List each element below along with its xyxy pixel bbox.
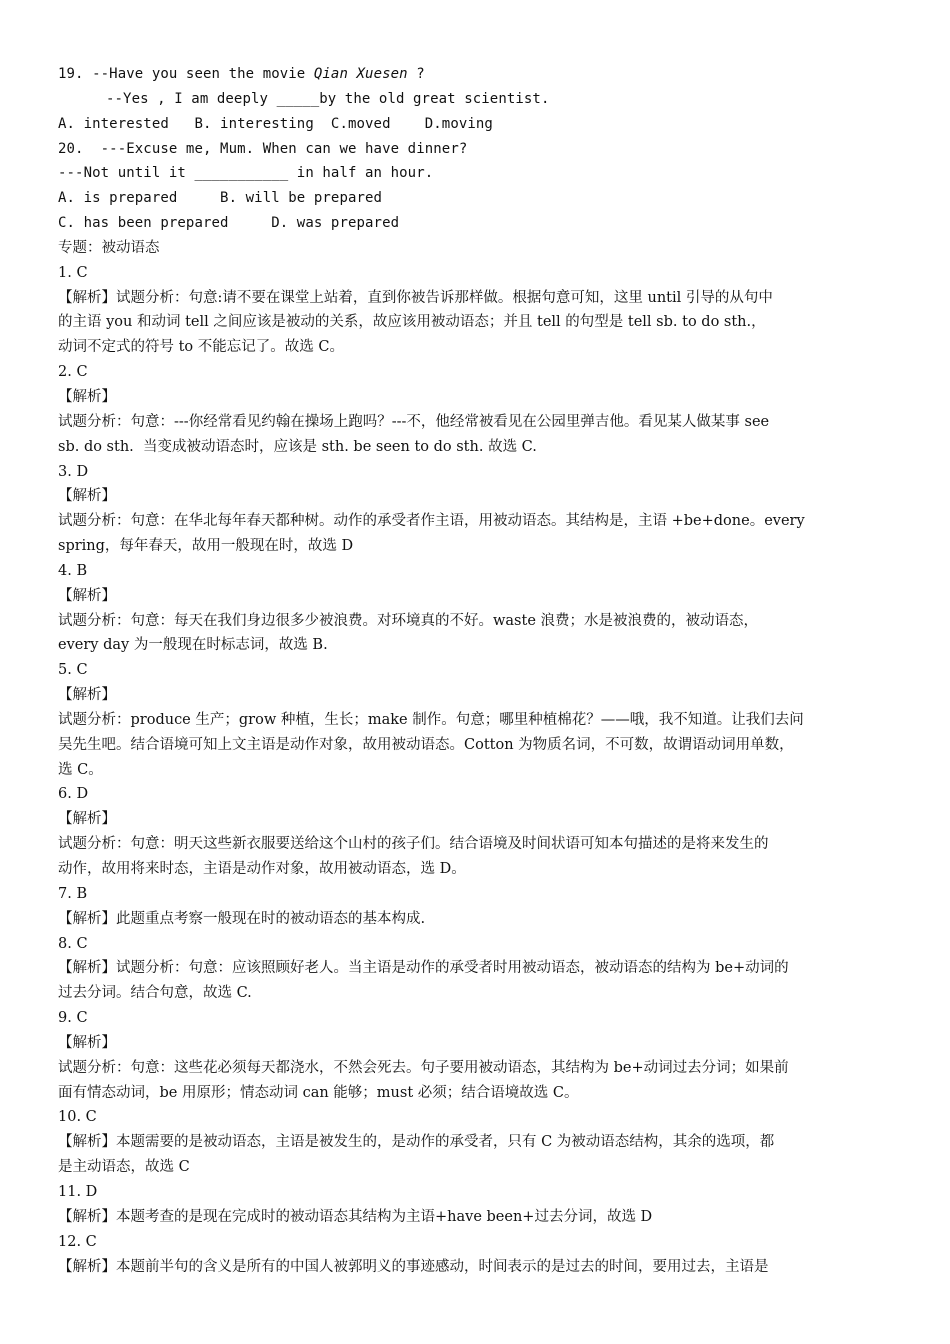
answer-line: 4. B [58, 562, 88, 579]
answer-line: 12. C [58, 1233, 97, 1250]
answer-line: 选 C。 [58, 761, 103, 778]
answer-line: 【解析】试题分析：句意：应该照顾好老人。当主语是动作的承受者时用被动语态，被动语态的结构为 be+动词的 [58, 960, 789, 977]
answer-line: spring，每年春天，故用一般现在时，故选 D [58, 538, 354, 555]
question-19-suffix: ? [407, 66, 425, 82]
answer-line: 试题分析：句意：在华北每年春天都种树。动作的承受者作主语，用被动语态。其结构是，主语 +be+done。every [58, 513, 805, 530]
answer-line: 试题分析：句意：每天在我们身边很多少被浪费。对环境真的不好。waste 浪费；水是被浪费的，被动语态， [58, 612, 759, 629]
answer-line: 1. C [58, 264, 88, 281]
answer-line: 3. D [58, 463, 89, 480]
question-20-options-ab: A. is prepared B. will be prepared [58, 190, 383, 207]
answer-line: 试题分析：句意：这些花必须每天都浇水，不然会死去。句子要用被动语态，其结构为 be+动词过去分词；如果前 [58, 1059, 789, 1076]
answer-line: every day 为一般现在时标志词，故选 B. [58, 637, 328, 654]
answer-line: 【解析】 [58, 488, 116, 505]
topic-heading: 专题：被动语态 [58, 239, 160, 256]
answer-line: 【解析】本题前半句的含义是所有的中国人被郭明义的事迹感动，时间表示的是过去的时间，要用过去，主语是 [58, 1258, 769, 1275]
answer-line: 2. C [58, 364, 88, 381]
answer-line: 试题分析：句意：---你经常看见约翰在操场上跑吗？---不，他经常被看见在公园里弹吉他。看见某人做某事 see [58, 413, 770, 430]
answer-line: sb. do sth. 当变成被动语态时，应该是 sth. be seen to do sth. 故选 C. [58, 438, 537, 455]
answer-line: 试题分析：句意：明天这些新衣服要送给这个山村的孩子们。结合语境及时间状语可知本句描述的是将来发生的 [58, 836, 769, 853]
question-19 [58, 62, 910, 87]
question-20: 20. ---Excuse me, Mum. When can we have dinner? [58, 140, 468, 157]
answer-line: 5. C [58, 662, 88, 679]
question-20-answer: ---Not until it ___________ in half an hour. [58, 165, 434, 182]
question-20-options-cd: C. has been prepared D. was prepared [58, 215, 400, 232]
question-19-answer: --Yes , I am deeply _____by the old great scientist. [106, 90, 550, 107]
question-19-prefix: 19. --Have you seen the movie [58, 66, 314, 82]
answer-line: 【解析】此题重点考察一般现在时的被动语态的基本构成. [58, 910, 426, 927]
answer-line: 10. C [58, 1109, 97, 1126]
answer-line: 【解析】本题需要的是被动语态，主语是被发生的，是动作的承受者，只有 C 为被动语态结构，其余的选项，都 [58, 1134, 775, 1151]
answer-line: 的主语 you 和动词 tell 之间应该是被动的关系，故应该用被动语态；并且 tell 的句型是 tell sb. to do sth.， [58, 314, 766, 331]
answer-line: 【解析】 [58, 687, 116, 704]
answer-line: 【解析】试题分析：句意:请不要在课堂上站着，直到你被告诉那样做。根据句意可知，这里 until 引导的从句中 [58, 289, 773, 306]
answer-line: 9. C [58, 1010, 88, 1027]
answer-line: 过去分词。结合句意，故选 C. [58, 985, 252, 1002]
answer-line: 【解析】 [58, 811, 116, 828]
answer-line: 【解析】本题考查的是现在完成时的被动语态其结构为主语+have been+过去分词，故选 D [58, 1208, 653, 1225]
answer-section [58, 261, 910, 1280]
answer-line: 动词不定式的符号 to 不能忘记了。故选 C。 [58, 339, 344, 356]
answer-line: 11. D [58, 1183, 98, 1200]
movie-title: Qian Xuesen [313, 66, 408, 82]
answer-line: 6. D [58, 786, 89, 803]
answer-line: 【解析】 [58, 388, 116, 405]
answer-line: 【解析】 [58, 1034, 116, 1051]
answer-line: 动作，故用将来时态，主语是动作对象，故用被动语态，选 D。 [58, 861, 466, 877]
answer-line: 7. B [58, 885, 88, 902]
answer-line: 面有情态动词，be 用原形；情态动词 can 能够；must 必须；结合语境故选 C。 [58, 1084, 579, 1101]
answer-line: 试题分析：produce 生产；grow 种植，生长；make 制作。句意；哪里种植棉花？——哦，我不知道。让我们去问 [58, 711, 804, 728]
answer-line: 8. C [58, 935, 88, 952]
answer-line: 是主动语态，故选 C [58, 1159, 190, 1176]
answer-line: 吴先生吧。结合语境可知上文主语是动作对象，故用被动语态。Cotton 为物质名词，不可数，故谓语动词用单数， [58, 736, 794, 753]
answer-line: 【解析】 [58, 587, 116, 604]
question-19-options: A. interested B. interesting C.moved D.moving [58, 115, 493, 132]
